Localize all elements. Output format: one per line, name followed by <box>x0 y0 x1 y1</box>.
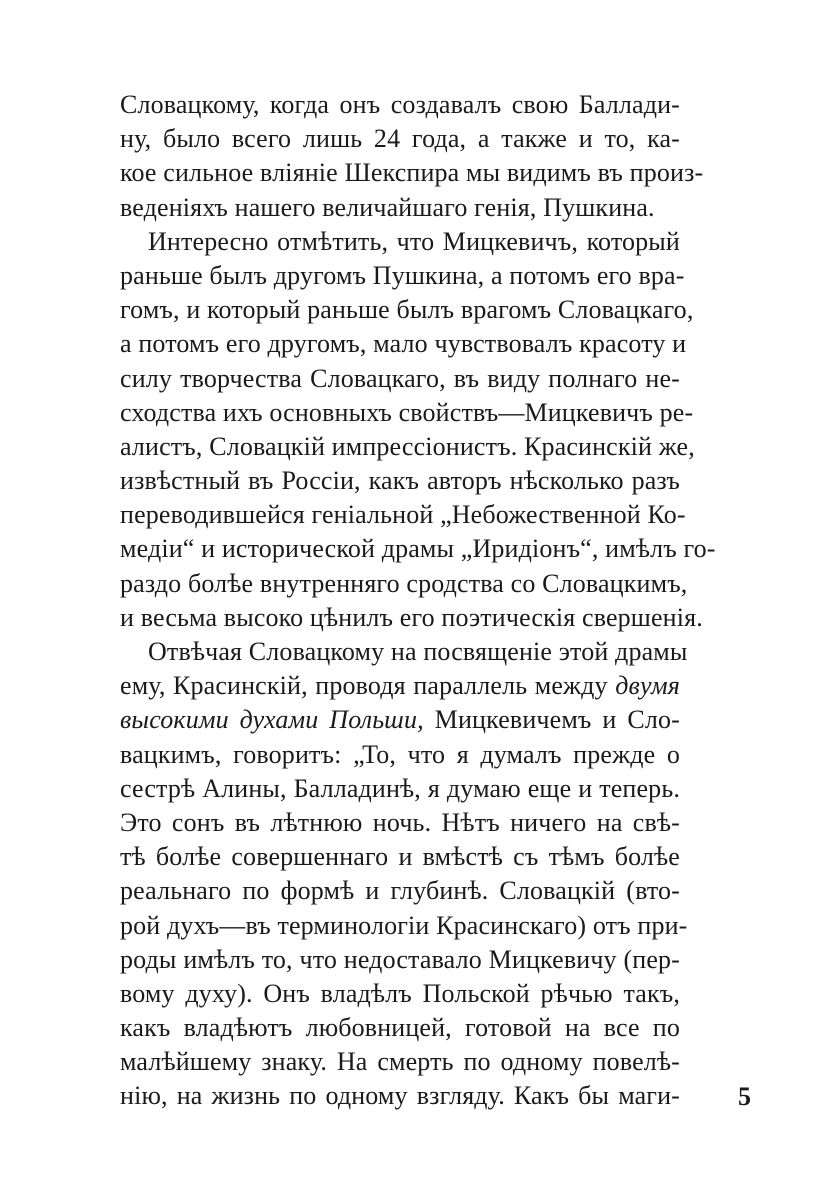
text-line: медіи“ и исторической драмы „Иридіонъ“, имѣлъ го- <box>120 534 716 564</box>
text-line: гомъ, и который раньше былъ врагомъ Словацкаго, <box>120 295 694 325</box>
text-line: извѣстный въ Россіи, какъ авторъ нѣсколько разъ <box>120 466 680 496</box>
text-line: алистъ, Словацкій импрессіонистъ. Красинскій же, <box>120 431 695 461</box>
italic-fragment: двумя <box>615 671 680 701</box>
text-line: и весьма высоко цѣнилъ его поэтическія свершенія. <box>120 602 703 632</box>
text-line: ну, было всего лишь 24 года, а также и то, ка- <box>120 124 680 154</box>
body-text <box>120 88 716 1114</box>
text-line: роды имѣлъ то, что недоставало Мицкевичу (пер- <box>120 944 680 974</box>
text-line: веденіяхъ нашего величайшаго генія, Пушкина. <box>120 192 655 222</box>
text-line: сестрѣ Алины, Балладинѣ, я думаю еще и теперь. <box>120 773 680 803</box>
text-line: нію, на жизнь по одному взгляду. Какъ бы маги- <box>120 1081 680 1111</box>
text-line: сходства ихъ основныхъ свойствъ—Мицкевичъ ре- <box>120 397 694 427</box>
text-fragment: Мицкевичемъ и Сло- <box>423 705 680 735</box>
text-line: Интересно отмѣтить, что Мицкевичъ, который <box>148 226 680 256</box>
text-line: силу творчества Словацкаго, въ виду полнаго не- <box>120 363 680 393</box>
text-line <box>120 669 680 703</box>
text-line: вацкимъ, говоритъ: „То, что я думалъ прежде о <box>120 739 680 769</box>
text-line: рой духъ—въ терминологіи Красинскаго) отъ при- <box>120 910 688 940</box>
text-line: реальнаго по формѣ и глубинѣ. Словацкій (вто- <box>120 876 680 906</box>
text-line <box>120 703 680 737</box>
text-line: какъ владѣютъ любовницей, готовой на все по <box>120 1013 680 1043</box>
text-line: Словацкому, когда онъ создавалъ свою Баллади- <box>120 90 680 119</box>
text-line: вому духу). Онъ владѣлъ Польской рѣчью такъ, <box>120 978 680 1008</box>
italic-fragment: высокими духами Польши, <box>120 705 424 735</box>
text-line: малѣйшему знаку. На смерть по одному повелѣ- <box>120 1047 680 1077</box>
page-number: 5 <box>738 1082 751 1111</box>
text-fragment: ему, Красинскій, проводя параллель между <box>120 671 608 701</box>
text-line: Отвѣчая Словацкому на посвященіе этой драмы <box>148 637 688 666</box>
text-line: Это сонъ въ лѣтнюю ночь. Нѣтъ ничего на свѣ- <box>120 807 680 837</box>
text-line: раньше былъ другомъ Пушкина, а потомъ его вра- <box>120 260 685 290</box>
text-line: кое сильное вліяніе Шекспира мы видимъ въ произ- <box>120 158 704 188</box>
text-line: а потомъ его другомъ, мало чувствовалъ красоту и <box>120 329 687 359</box>
text-line: тѣ болѣе совершеннаго и вмѣстѣ съ тѣмъ болѣе <box>120 842 680 872</box>
text-line: переводившейся геніальной „Небожественной Ко- <box>120 500 686 530</box>
text-line: раздо болѣе внутренняго сродства со Словацкимъ, <box>120 568 688 598</box>
